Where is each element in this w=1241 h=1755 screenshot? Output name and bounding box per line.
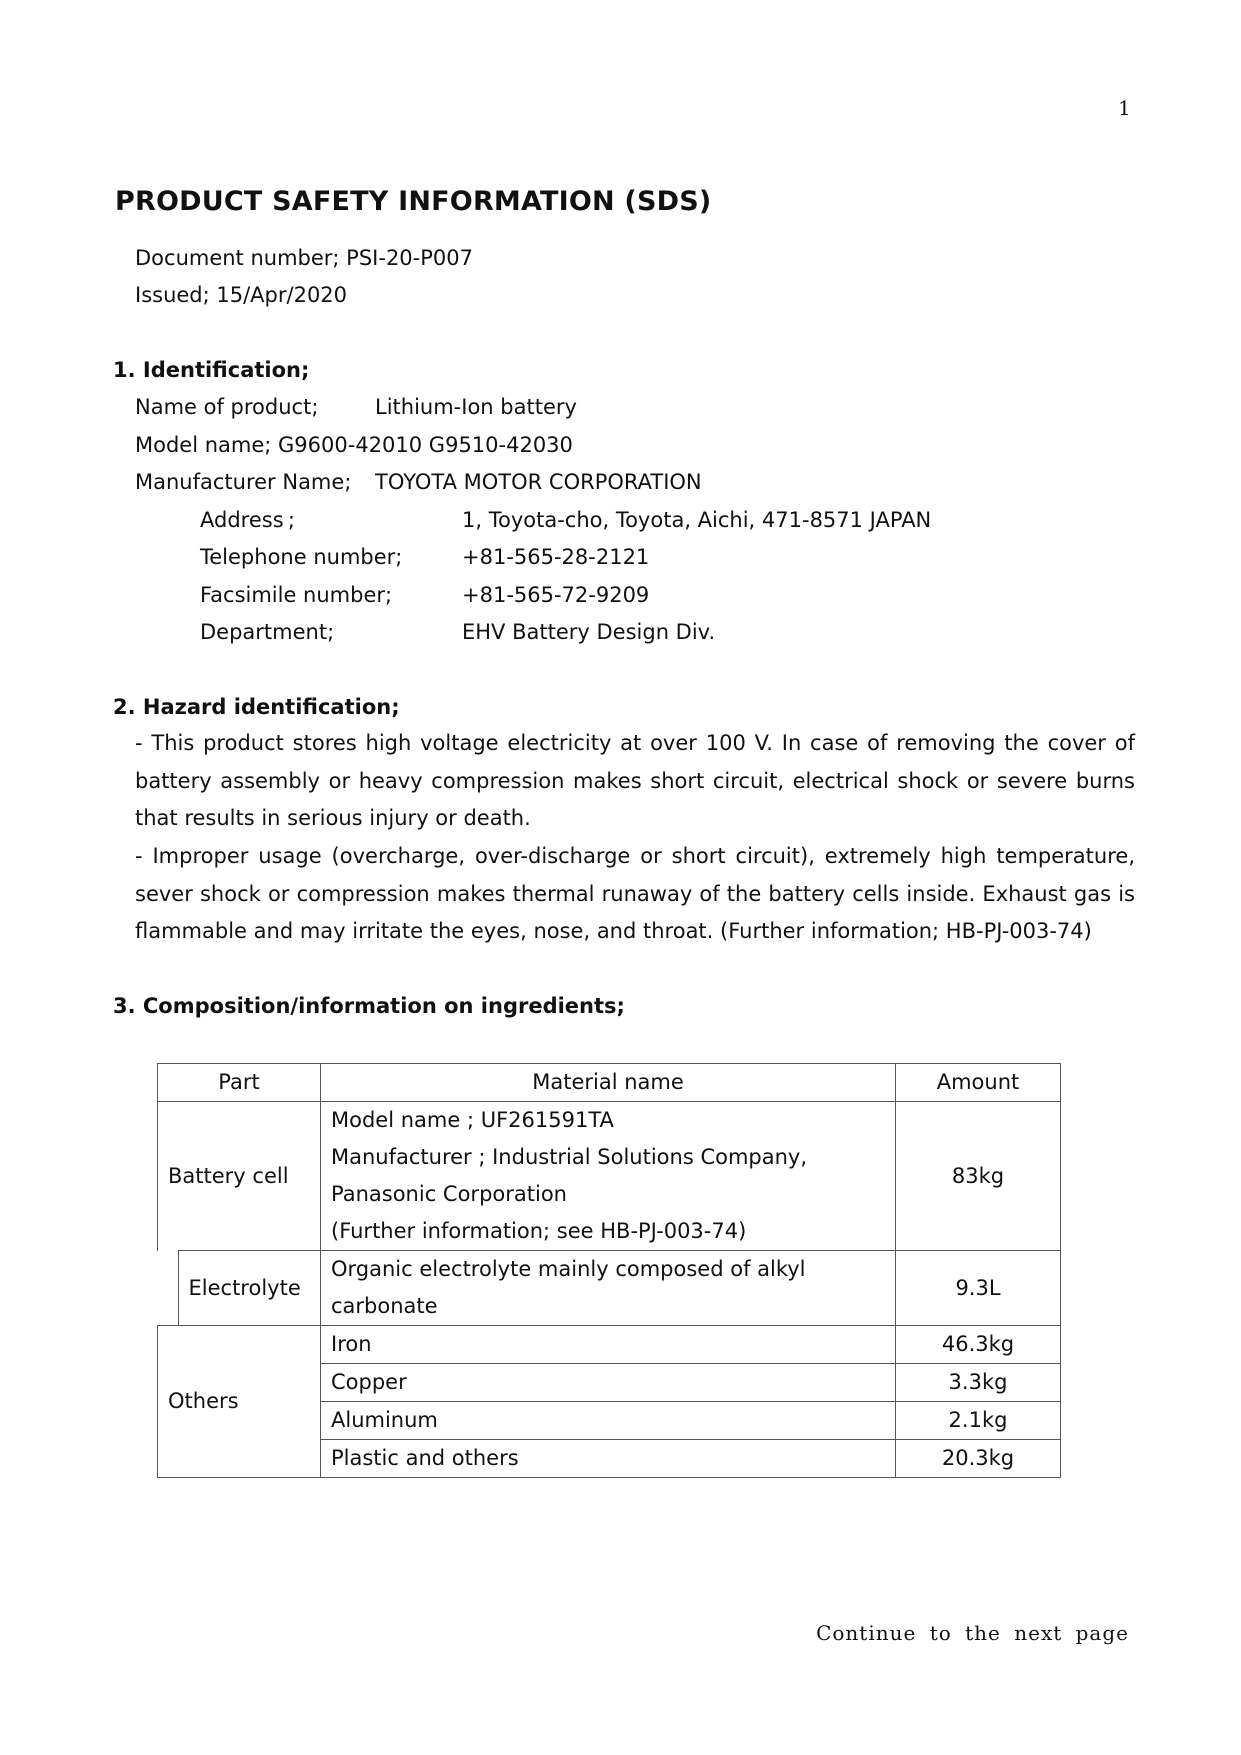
copper-amount: 3.3kg <box>896 1364 1061 1402</box>
battery-cell-material <box>321 1102 896 1251</box>
hazard-paragraph-1: - This product stores high voltage electricity at over 100 V. In case of removing the cover of battery assembly or heavy compression makes short circuit, electrical shock or severe burns that results in serious injury or death. <box>135 731 1135 830</box>
material-line: Organic electrolyte mainly composed of alkyl <box>331 1257 806 1281</box>
plastic-amount: 20.3kg <box>896 1440 1061 1478</box>
facsimile-label: Facsimile number; <box>200 583 393 607</box>
header-material: Material name <box>321 1064 896 1102</box>
product-name-value: Lithium-Ion battery <box>375 395 577 419</box>
model-name: Model name; G9600-42010 G9510-42030 <box>135 433 573 457</box>
facsimile-value: +81-565-72-9209 <box>462 583 650 607</box>
material-line: Model name ; UF261591TA <box>331 1108 614 1132</box>
telephone-label: Telephone number; <box>200 545 403 569</box>
header-part: Part <box>158 1064 321 1102</box>
copper-material: Copper <box>321 1364 896 1402</box>
page-title: PRODUCT SAFETY INFORMATION (SDS) <box>115 186 712 217</box>
table-row-battery-cell <box>158 1102 1061 1251</box>
aluminum-amount: 2.1kg <box>896 1402 1061 1440</box>
aluminum-material: Aluminum <box>321 1402 896 1440</box>
section-2-heading: 2. Hazard identification; <box>113 695 400 719</box>
address-label: Address ; <box>200 508 295 532</box>
battery-cell-amount: 83kg <box>896 1102 1061 1251</box>
table-row-electrolyte <box>158 1251 1061 1326</box>
document-number: Document number; PSI-20-P007 <box>135 246 473 270</box>
product-name-label: Name of product; <box>135 395 319 419</box>
material-line: Panasonic Corporation <box>331 1182 567 1206</box>
material-line: Manufacturer ; Industrial Solutions Company, <box>331 1145 808 1169</box>
department-value: EHV Battery Design Div. <box>462 620 716 644</box>
header-amount: Amount <box>896 1064 1061 1102</box>
department-label: Department; <box>200 620 335 644</box>
others-part: Others <box>158 1326 321 1478</box>
electrolyte-indent <box>158 1251 179 1326</box>
electrolyte-part: Electrolyte <box>178 1251 321 1326</box>
issued-date: Issued; 15/Apr/2020 <box>135 283 348 307</box>
page-number: 1 <box>1118 96 1131 120</box>
battery-cell-part: Battery cell <box>158 1102 321 1251</box>
table-header-row <box>158 1064 1061 1102</box>
material-line: carbonate <box>331 1294 438 1318</box>
continue-note: Continue to the next page <box>816 1621 1129 1645</box>
manufacturer-value: TOYOTA MOTOR CORPORATION <box>375 470 702 494</box>
section-3-heading: 3. Composition/information on ingredients; <box>113 994 625 1018</box>
electrolyte-amount: 9.3L <box>896 1251 1061 1326</box>
manufacturer-label: Manufacturer Name; <box>135 470 352 494</box>
table-row-iron <box>158 1326 1061 1364</box>
address-value: 1, Toyota-cho, Toyota, Aichi, 471-8571 JAPAN <box>462 508 932 532</box>
composition-table <box>157 1063 1061 1478</box>
hazard-paragraph-2: - Improper usage (overcharge, over-discharge or short circuit), extremely high temperature, sever shock or compression makes thermal runaway of the battery cells inside. Exhaust gas is flammable and may irritate the eyes, nose, and throat. (Further information; HB-PJ-003-74) <box>135 844 1135 943</box>
telephone-value: +81-565-28-2121 <box>462 545 650 569</box>
section-1-heading: 1. Identification; <box>113 358 310 382</box>
electrolyte-material <box>321 1251 896 1326</box>
plastic-material: Plastic and others <box>321 1440 896 1478</box>
material-line: (Further information; see HB-PJ-003-74) <box>331 1219 747 1243</box>
iron-material: Iron <box>321 1326 896 1364</box>
iron-amount: 46.3kg <box>896 1326 1061 1364</box>
